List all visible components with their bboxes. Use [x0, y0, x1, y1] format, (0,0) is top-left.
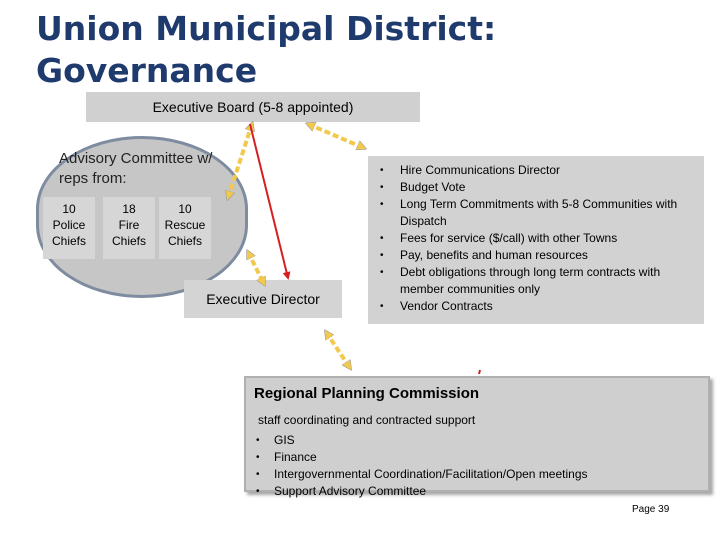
rescue-chiefs-count: 10	[178, 202, 192, 216]
list-item: • GIS	[254, 432, 700, 449]
rpc-subtitle: staff coordinating and contracted support	[258, 413, 476, 427]
list-item: • Support Advisory Committee	[254, 483, 700, 500]
arrow-board-to-director	[250, 124, 288, 278]
list-item: • Pay, benefits and human resources	[378, 247, 698, 264]
fire-chiefs-label: Fire Chiefs	[111, 218, 146, 248]
arrow-rpc-to-director	[326, 332, 350, 368]
list-item: • Intergovernmental Coordination/Facilitation/Open meetings	[254, 466, 700, 483]
executive-board-box: Executive Board (5-8 appointed)	[86, 92, 420, 122]
police-chiefs-count: 10	[62, 202, 76, 216]
list-item: • Long Term Commitments with 5-8 Communities with Dispatch	[378, 196, 698, 230]
police-chiefs-label: Police Chiefs	[51, 218, 86, 248]
list-item: • Budget Vote	[378, 179, 698, 196]
red-tick-mark	[479, 370, 480, 374]
arrow-board-to-duties	[308, 124, 364, 148]
advisory-committee-title: Advisory Committee w/ reps from:	[59, 150, 213, 187]
rpc-title: Regional Planning Commission	[254, 385, 480, 402]
arrow-board-to-advisory	[228, 124, 252, 198]
list-item: • Fees for service ($/call) with other Towns	[378, 230, 698, 247]
list-item: • Hire Communications Director	[378, 162, 698, 179]
page-title: Union Municipal District: Governance	[36, 9, 497, 90]
list-item: • Vendor Contracts	[378, 298, 698, 315]
page-number: Page 39	[632, 504, 670, 515]
fire-chiefs-count: 18	[122, 202, 136, 216]
rescue-chiefs-label: Rescue Chiefs	[164, 218, 206, 248]
list-item: • Finance	[254, 449, 700, 466]
arrow-advisory-to-director	[248, 252, 264, 284]
list-item: • Debt obligations through long term contracts with member communities only	[378, 264, 698, 298]
executive-director-box: Executive Director	[184, 280, 342, 318]
